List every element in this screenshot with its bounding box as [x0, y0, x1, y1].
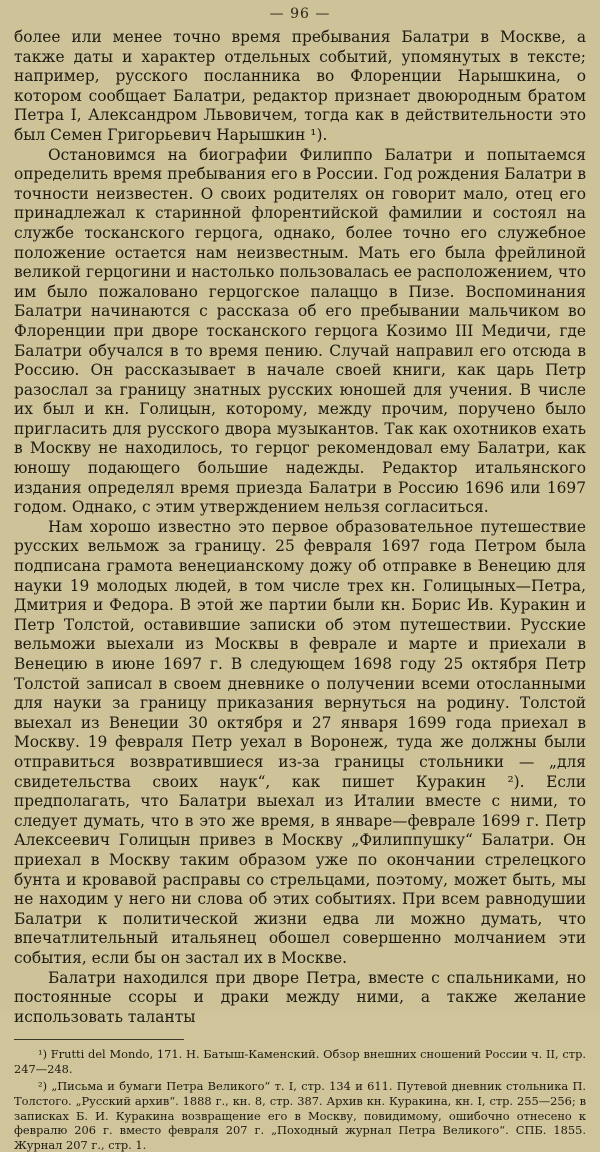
paragraph-1: более или менее точно время пребывания Балатри в Москве, а также даты и характер отдельных событий, упомянутых в тексте; например, русского посланника во Флоренции Нарышкина, о котором сообщает Балатри, редактор признает двоюродным братом Петра I, Александром Львовичем, тогда как в действительности это был Семен Григорьевич Нарышкин ¹). [14, 28, 586, 144]
footnote-1: ¹) Frutti del Mondo, 171. Н. Батыш-Каменский. Обзор внешних сношений России ч. II, стр. 247—248. [14, 1047, 586, 1076]
paragraph-4: Балатри находился при дворе Петра, вместе с спальниками, но постоянные ссоры и драки между ними, а также желание использовать таланты [14, 968, 586, 1026]
footnote-divider [14, 1039, 184, 1040]
paragraph-3: Нам хорошо известно это первое образовательное путешествие русских вельмож за границу. 25 февраля 1697 года Петром была подписана грамота венецианскому дожу об отправке в Венецию для науки 19 молодых людей, в том числе трех кн. Голицыных—Петра, Дмитрия и Федора. В этой же партии были кн. Борис Ив. Куракин и Петр Толстой, оставившие записки об этом путешествии. Русские вельможи выехали из Москвы в феврале и марте и приехали в Венецию в июне 1697 г. В следующем 1698 году 25 октября Петр Толстой записал в своем дневнике о получении всеми отосланными для науки за границу приказания вернуться на родину. Толстой выехал из Венеции 30 октября и 27 января 1699 года приехал в Москву. 19 февраля Петр уехал в Воронеж, туда же должны были отправиться возвратившиеся из-за границы стольники — „для свидетельства своих наук“, как пишет Куракин ²). Если предполагать, что Балатри выехал из Италии вместе с ними, то следует думать, что в это же время, в январе—феврале 1699 г. Петр Алексеевич Голицын привез в Москву „Филиппушку“ Балатри. Он приехал в Москву таким образом уже по окончании стрелецкого бунта и кровавой расправы со стрельцами, поэтому, может быть, мы не находим у него ни слова об этих событиях. При всем равнодушии Балатри к политической жизни едва ли можно думать, что впечатлительный итальянец обошел совершенно молчанием эти события, если бы он застал их в Москве. [14, 517, 586, 967]
page-number: — 96 — [269, 6, 331, 22]
body-text [14, 28, 586, 1027]
footnote-2: ²) „Письма и бумаги Петра Великого“ т. I, стр. 134 и 611. Путевой дневник стольника П. Толстого. „Русский архив“. 1888 г., кн. 8, стр. 387. Архив кн. Куракина, кн. I, стр. 255—256; в записках Б. И. Куракина возвращение его в Москву, повидимому, ошибочно отнесено к февралю 206 г. вместо февраля 207 г. „Походный журнал Петра Великого“. СПБ. 1855. Журнал 207 г., стр. 1. [14, 1079, 586, 1152]
footnotes [14, 1047, 586, 1152]
paragraph-2: Остановимся на биографии Филиппо Балатри и попытаемся определить время пребывания его в России. Год рождения Балатри в точности неизвестен. О своих родителях он говорит мало, отец его принадлежал к старинной флорентийской фамилии и состоял на службе тосканского герцога, однако, более точно его служебное положение остается нам неизвестным. Мать его была фрейлиной великой герцогини и настолько пользовалась ее расположением, что им было пожаловано герцогское палаццо в Пизе. Воспоминания Балатри начинаются с рассказа об его пребывании мальчиком во Флоренции при дворе тосканского герцога Козимо III Медичи, где Балатри обучался в то время пению. Случай направил его отсюда в Россию. Он рассказывает в начале своей книги, как царь Петр разослал за границу знатных русских юношей для учения. В числе их был и кн. Голицын, которому, между прочим, поручено было пригласить для русского двора музыкантов. Так как охотников ехать в Москву не находилось, то герцог рекомендовал ему Балатри, как юношу подающего большие надежды. Редактор итальянского издания определял время приезда Балатри в Россию 1696 или 1697 годом. Однако, с этим утверждением нельзя согласиться. [14, 145, 586, 517]
